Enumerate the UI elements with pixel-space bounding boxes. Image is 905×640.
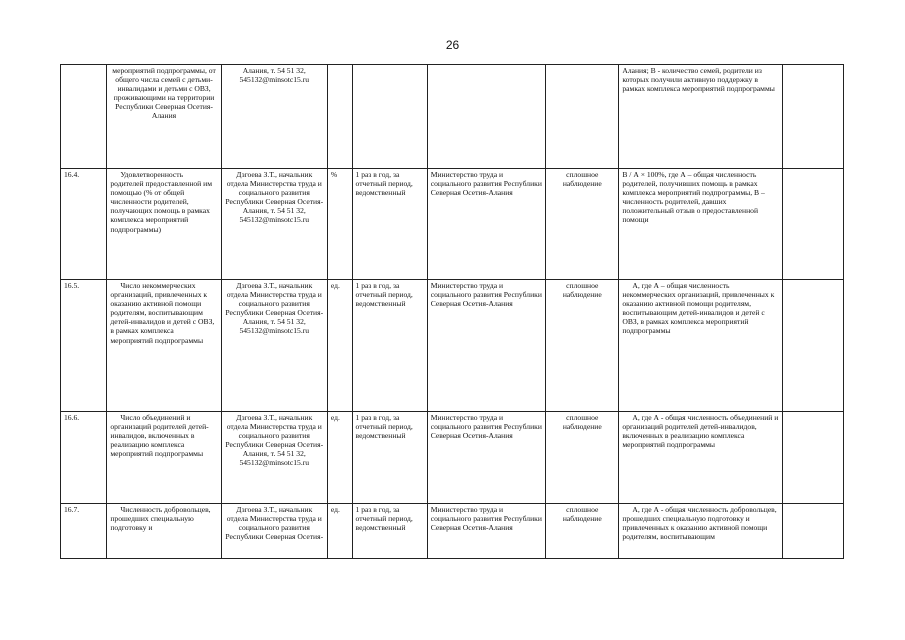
empty-cell <box>783 169 844 280</box>
empty-cell <box>783 280 844 412</box>
row-number: 16.6. <box>61 412 107 504</box>
periodicity: 1 раз в год, за отчетный период, ведомственный <box>352 504 427 559</box>
unit: ед. <box>327 280 352 412</box>
row-number: 16.7. <box>61 504 107 559</box>
collection-method: сплошное наблюдение <box>546 504 619 559</box>
responsible-person: Дзгоева З.Т., начальник отдела Министерства труда и социального развития Республики Северная Осетия-Алания, т. 54 51 32, 545132@minsotc15.ru <box>221 280 327 412</box>
row-number: 16.4. <box>61 169 107 280</box>
calculation-formula: А, где А - общая численность добровольцев, прошедших специальную подготовку и привлеченных к оказанию активной помощи родителям, воспитывающим <box>619 504 783 559</box>
table-row <box>61 412 844 504</box>
periodicity: 1 раз в год, за отчетный период, ведомственный <box>352 280 427 412</box>
data-source: Министерство труда и социального развития Республики Северная Осетия-Алания <box>427 280 545 412</box>
indicator-name: Число некоммерческих организаций, привлеченных к оказанию активной помощи родителям, воспитывающим детей-инвалидов и детей с ОВЗ, в рамках комплекса мероприятий подпрограммы <box>107 280 221 412</box>
empty-cell <box>783 504 844 559</box>
table-row <box>61 65 844 169</box>
empty-cell <box>783 412 844 504</box>
collection-method: сплошное наблюдение <box>546 169 619 280</box>
periodicity: 1 раз в год, за отчетный период, ведомственный <box>352 412 427 504</box>
calculation-formula: А, где А – общая численность некоммерческих организаций, привлеченных к оказанию активной помощи родителям, воспитывающим детей-инвалидов и детей с ОВЗ, в рамках комплекса мероприятий подпрограммы <box>619 280 783 412</box>
collection-method: сплошное наблюдение <box>546 412 619 504</box>
unit: ед. <box>327 412 352 504</box>
responsible-person: Дзгоева З.Т., начальник отдела Министерства труда и социального развития Республики Северная Осетия-Алания, т. 54 51 32, 545132@minsotc15.ru <box>221 169 327 280</box>
unit: ед. <box>327 504 352 559</box>
responsible-person: Дзгоева З.Т., начальник отдела Министерства труда и социального развития Республики Северная Осетия- <box>221 504 327 559</box>
indicator-name: Численность добровольцев, прошедших специальную подготовку и <box>107 504 221 559</box>
row-number: 16.5. <box>61 280 107 412</box>
indicator-name: Удовлетворенность родителей предоставленной им помощью (% от общей численности родителей, получающих помощь в рамках комплекса мероприятий подпрограммы) <box>107 169 221 280</box>
page-number: 26 <box>445 38 460 52</box>
indicators-table <box>60 64 844 559</box>
row-number <box>61 65 107 169</box>
data-source: Министерство труда и социального развития Республики Северная Осетия-Алания <box>427 504 545 559</box>
indicator-name: Число объединений и организаций родителей детей-инвалидов, включенных в реализацию комплекса мероприятий подпрограммы <box>107 412 221 504</box>
calculation-formula: Алания; В - количество семей, родители из которых получили активную поддержку в рамках комплекса мероприятий подпрограммы <box>619 65 783 169</box>
unit: % <box>327 169 352 280</box>
data-source: Министерство труда и социального развития Республики Северная Осетия-Алания <box>427 169 545 280</box>
table-row <box>61 504 844 559</box>
indicator-name: мероприятий подпрограммы, от общего числа семей с детьми-инвалидами и детьми с ОВЗ, проживающими на территории Республики Северная Осетия-Алания <box>107 65 221 169</box>
data-source: Министерство труда и социального развития Республики Северная Осетия-Алания <box>427 412 545 504</box>
collection-method: сплошное наблюдение <box>546 280 619 412</box>
periodicity <box>352 65 427 169</box>
responsible-person: Дзгоева З.Т., начальник отдела Министерства труда и социального развития Республики Северная Осетия-Алания, т. 54 51 32, 545132@minsotc15.ru <box>221 412 327 504</box>
responsible-person: Алания, т. 54 51 32, 545132@minsotc15.ru <box>221 65 327 169</box>
table-row <box>61 280 844 412</box>
data-source <box>427 65 545 169</box>
collection-method <box>546 65 619 169</box>
calculation-formula: В / А × 100%, где А – общая численность родителей, получивших помощь в рамках комплекса мероприятий подпрограммы, В – численность родителей, давших положительный отзыв о предоставленной помощи <box>619 169 783 280</box>
empty-cell <box>783 65 844 169</box>
unit <box>327 65 352 169</box>
calculation-formula: А, где А - общая численность объединений и организаций родителей детей-инвалидов, включенных в реализацию комплекса мероприятий подпрограммы <box>619 412 783 504</box>
periodicity: 1 раз в год, за отчетный период, ведомственный <box>352 169 427 280</box>
table-row <box>61 169 844 280</box>
